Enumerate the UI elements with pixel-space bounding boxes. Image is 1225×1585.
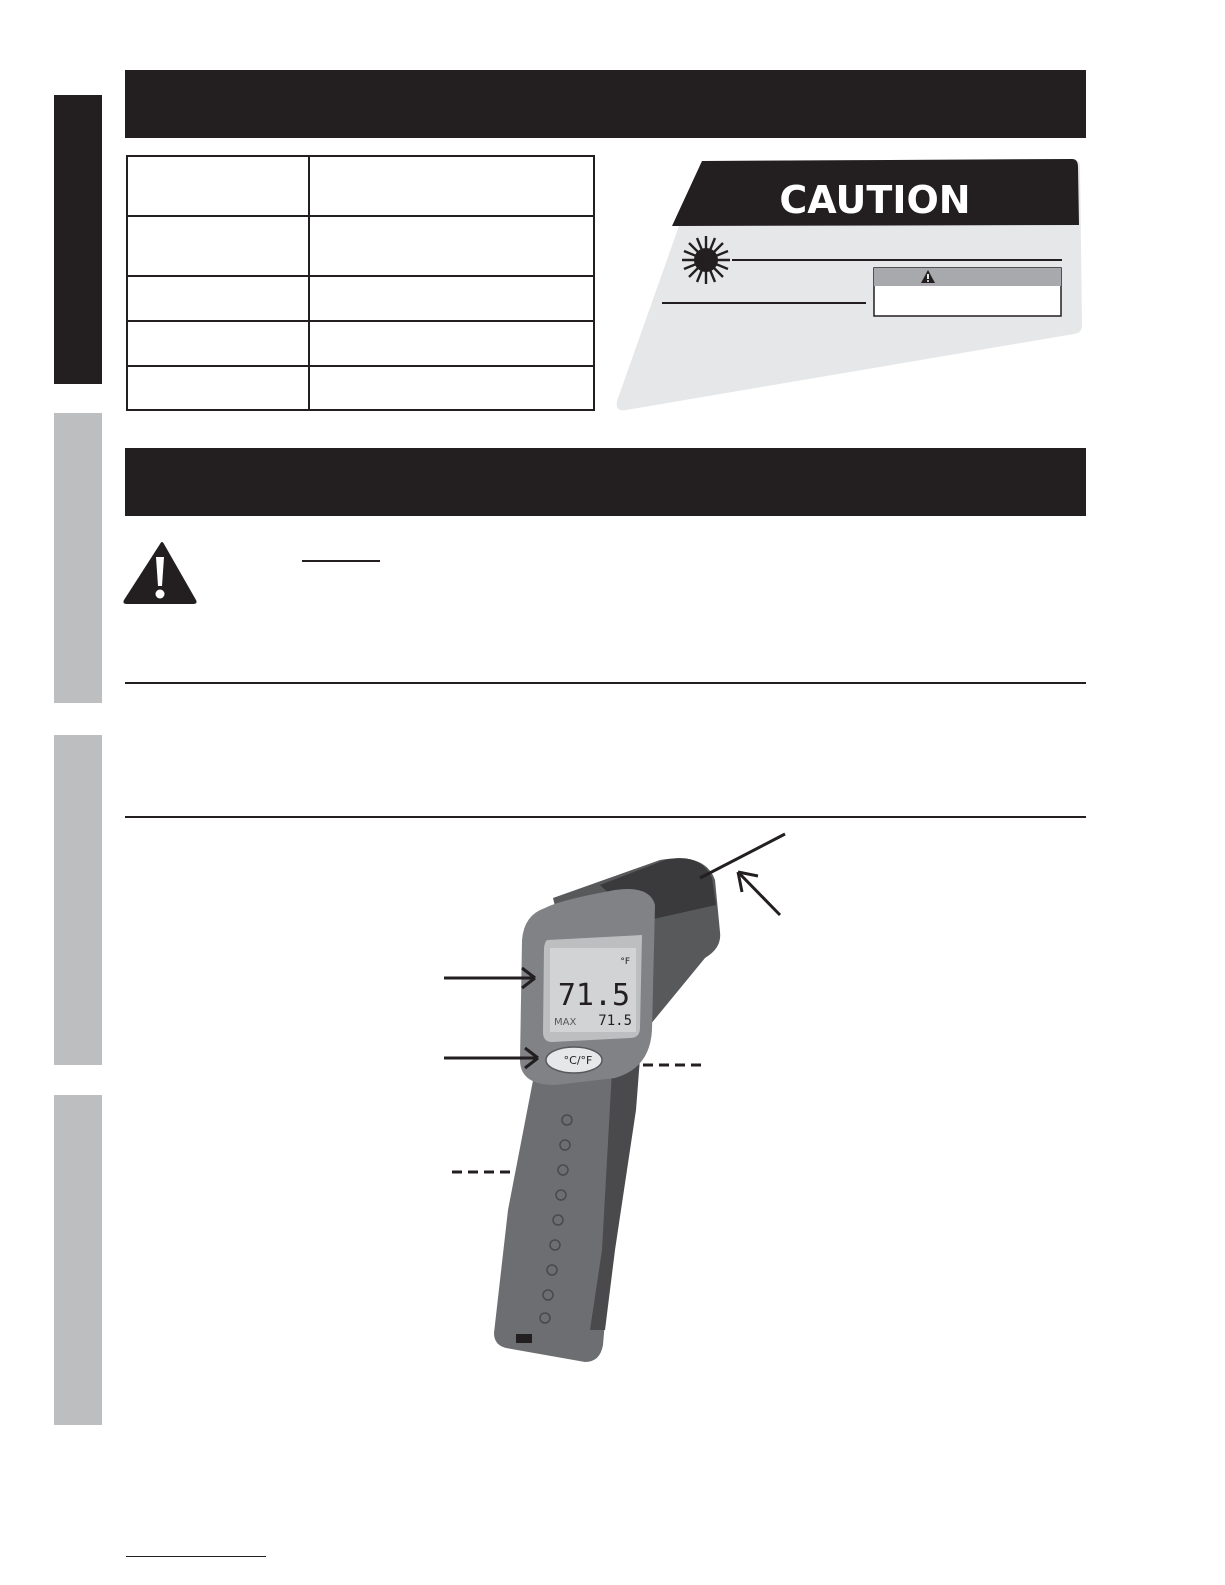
lens-callout-arrow	[738, 872, 780, 915]
table-row	[128, 322, 593, 367]
unit-button-label: °C/°F	[563, 1054, 593, 1067]
specifications-header-bar	[125, 70, 1086, 138]
footer-link-underline[interactable]	[126, 1556, 266, 1557]
display-unit: °F	[620, 957, 630, 967]
side-tab-3[interactable]	[54, 735, 102, 1065]
exclamation-triangle-icon	[122, 540, 198, 606]
table-row	[128, 157, 593, 217]
warning-underline	[302, 560, 380, 562]
side-tab-2[interactable]	[54, 413, 102, 703]
table-row	[128, 277, 593, 322]
warning-box-header	[874, 268, 1061, 286]
caution-heading: CAUTION	[779, 178, 971, 222]
caution-label	[610, 155, 1090, 417]
section-rule-2	[125, 816, 1086, 818]
thermometer-battery-slot	[516, 1334, 532, 1343]
section-rule-1	[125, 682, 1086, 684]
specifications-table	[126, 155, 595, 411]
setup-header-bar	[125, 448, 1086, 516]
thermometer-illustration	[430, 828, 810, 1373]
display-reading: 71.5	[557, 978, 631, 1013]
side-tab-1[interactable]	[54, 95, 102, 384]
table-row	[128, 367, 593, 409]
table-row	[128, 217, 593, 277]
side-tab-4[interactable]	[54, 1095, 102, 1425]
display-max-label: MAX	[554, 1017, 577, 1028]
laser-starburst-icon	[682, 236, 730, 284]
display-max-reading: 71.5	[598, 1013, 632, 1029]
